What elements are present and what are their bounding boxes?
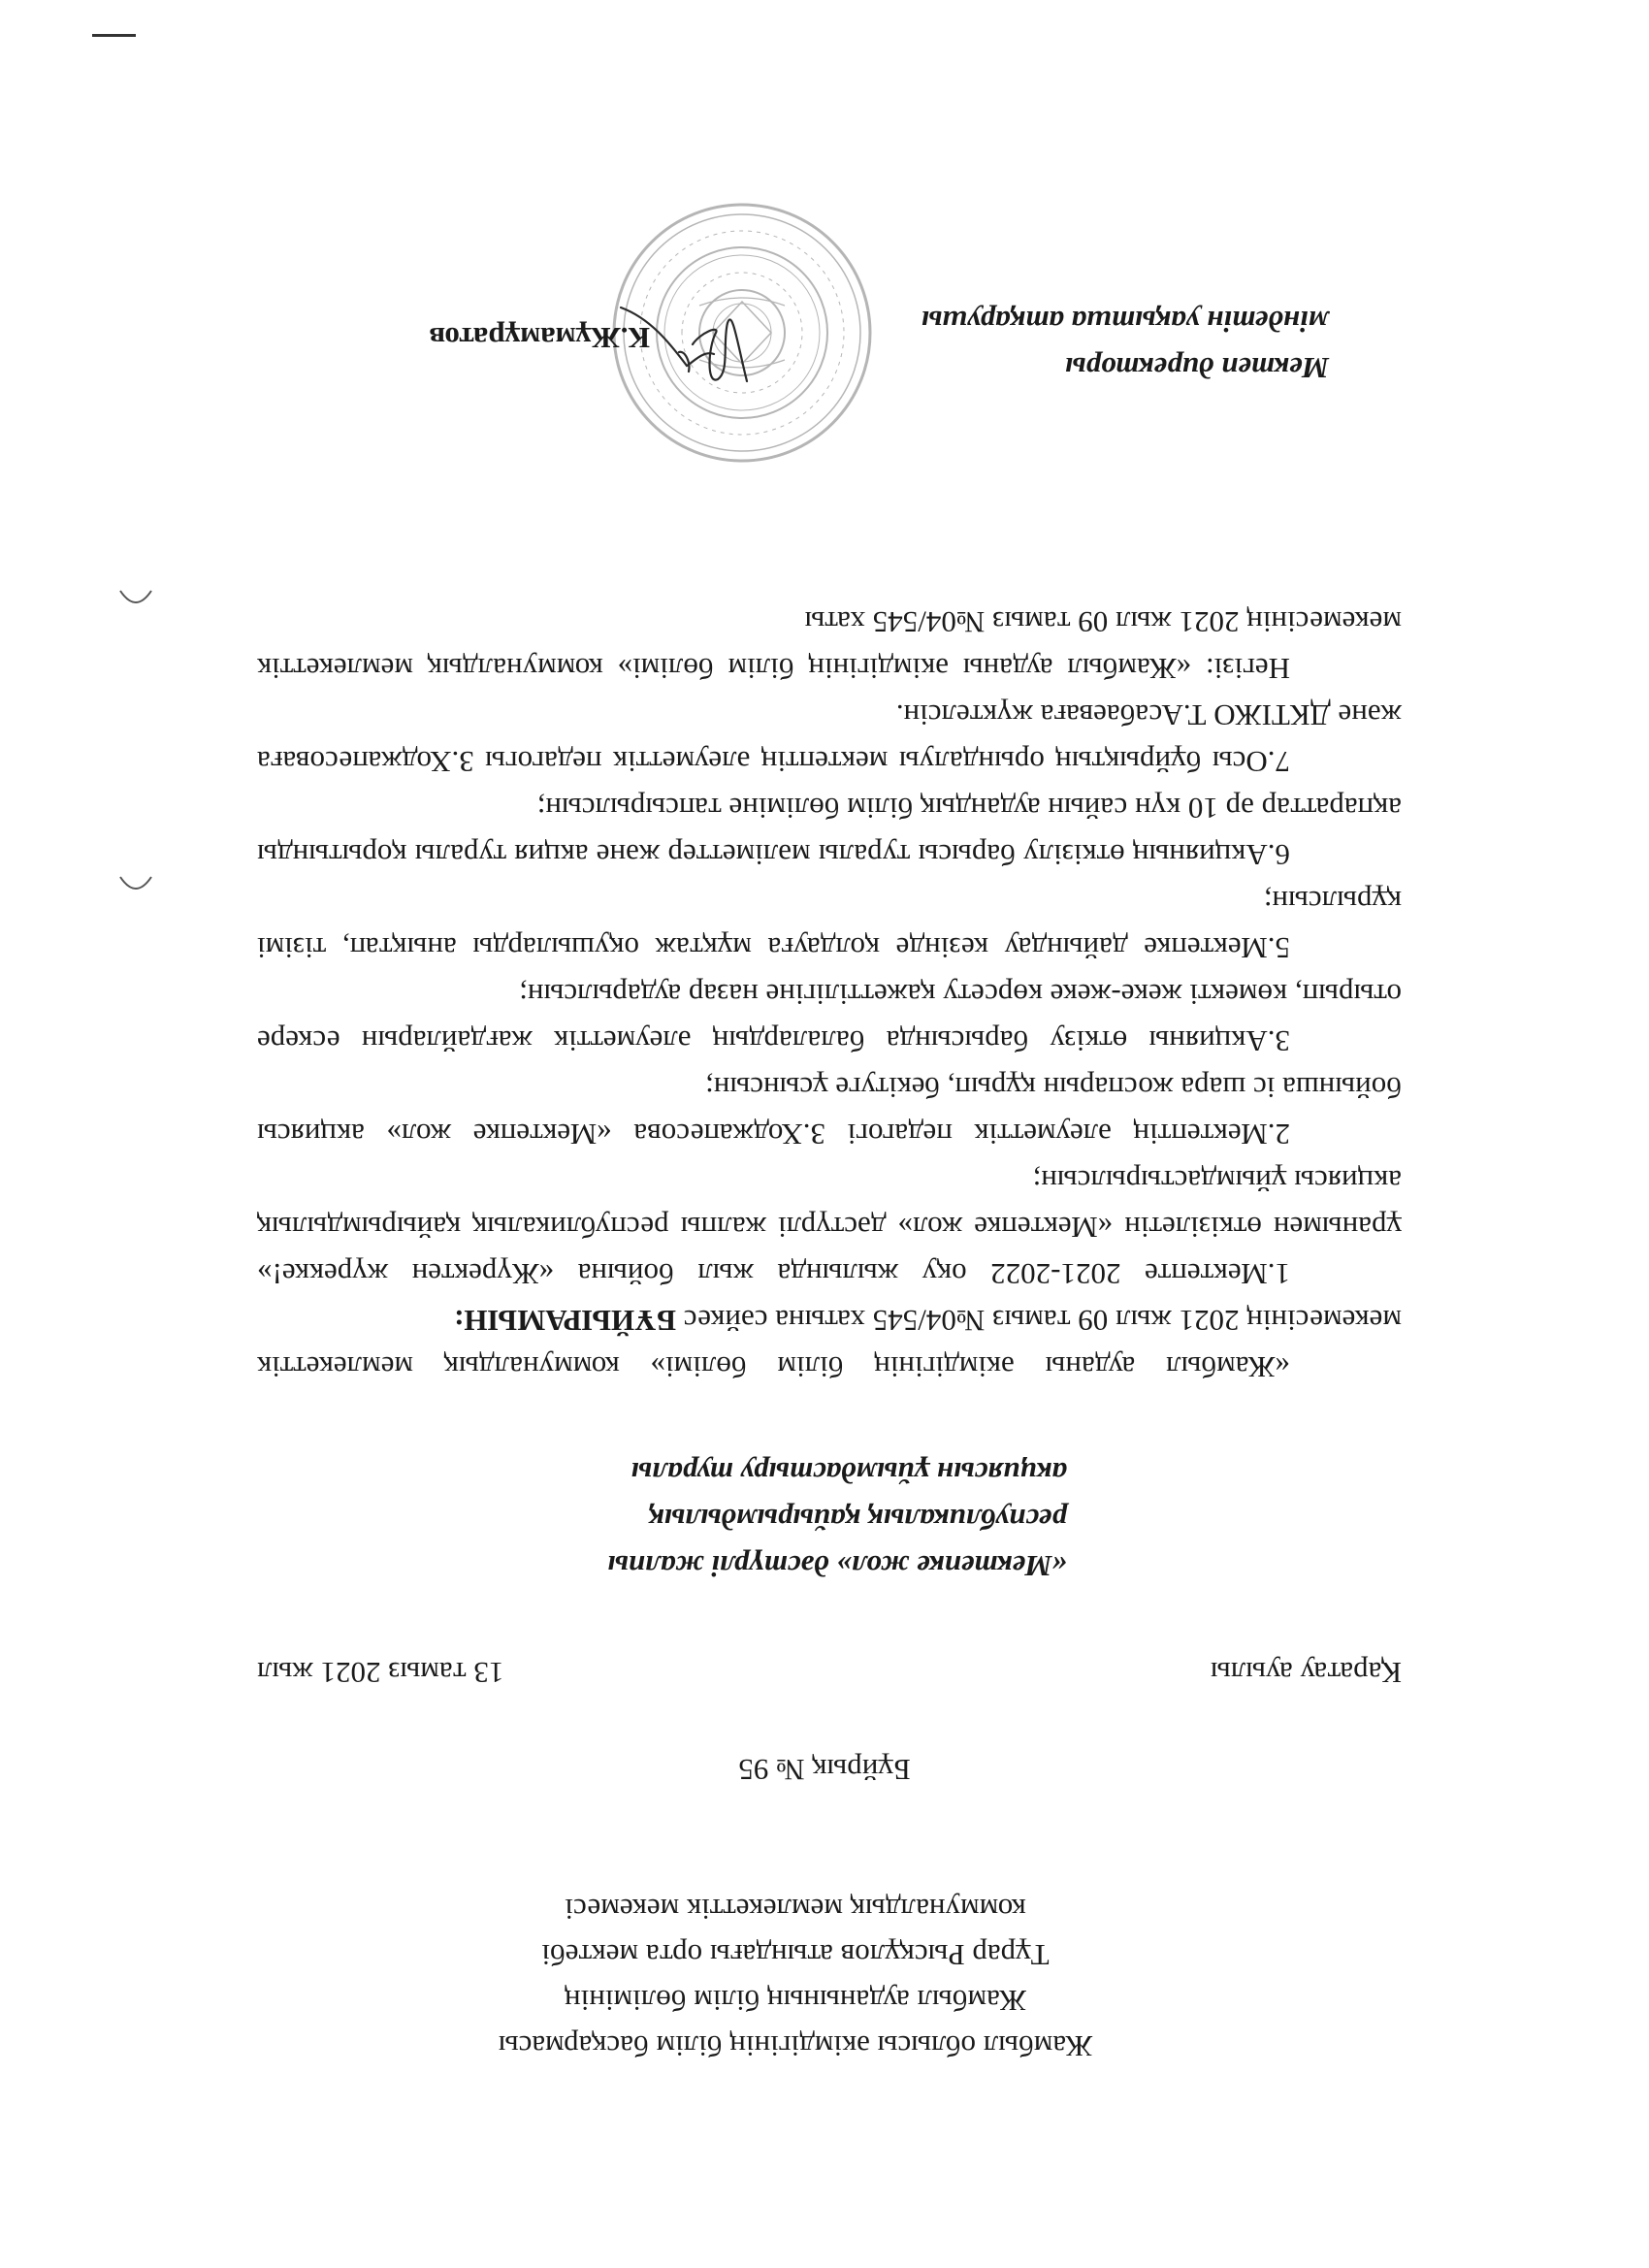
signatory-title-line-2: міндетін уақытша атқарушы bbox=[921, 305, 1329, 339]
order-number: Бұйрық № 95 bbox=[738, 1753, 911, 1787]
header-line-1: Жамбыл облысы әкімдігінің білім басқармасы bbox=[498, 2029, 1093, 2063]
scan-edge-mark bbox=[92, 34, 136, 37]
order-body bbox=[257, 599, 1402, 1390]
item-2: 2.Мектептің әлеуметтік педагогі З.Ходжапесовa «Мектепке жол» акциясы бойынша іс шара жоспарын құрып, бекітуге ұсынсын; bbox=[257, 1071, 1402, 1151]
intro-text: «Жамбыл ауданы әкімдігінің білім бөлімі» коммуналдық мемлекеттік мекемесінің 2021 жыл 09 тамыз №04/545 хатына сәйкес bbox=[257, 1304, 1402, 1384]
hole-punch-mark-bottom bbox=[116, 585, 155, 614]
item-1: 1.Мектепте 2021-2022 оқу жылында жыл бойына «Жүректен жүрекке!» ұранымен өткізілетін «Мектепке жол» дәстүрлі жалпы республикалық қайырымдылық акциясы ұйымдастырылсын; bbox=[257, 1164, 1402, 1291]
item-6: 6.Акцияның өткізілу барысы туралы мәліметтер және акция туралы қорытынды ақпараттар әр 10 күн сайын аудандық білім бөліміне тапсырылсын; bbox=[257, 792, 1402, 872]
signatory-name: К.Жұмамұратов bbox=[429, 321, 650, 355]
hole-punch-mark-top bbox=[116, 871, 155, 900]
title-line-3: акциясын ұйымдастыру туралы bbox=[630, 1456, 1067, 1490]
order-title bbox=[563, 1449, 1067, 1589]
item-7: 7.Осы бұйрықтың орындалуы мектептің әлеуметтік педагогы З.Ходжапесоваға және ДКТІЖО Т.Асабаеваға жүктелсін. bbox=[257, 698, 1402, 779]
title-line-1: «Мектепке жол» дәстүрлі жалпы bbox=[607, 1549, 1067, 1583]
item-5: 5.Мектепке дайындау кезінде қолдауға мұқтаж оқушыларды анықтап, тізімі құрылсын; bbox=[257, 885, 1402, 965]
header-line-2: Жамбыл ауданының білім бөлімінің bbox=[565, 1984, 1026, 2018]
order-date: 13 тамыз 2021 жыл bbox=[257, 1656, 504, 1690]
signatory-title-line-1: Мектеп директоры bbox=[1064, 351, 1329, 385]
header-line-3: Тұрар Рысқұлов атындағы орта мектебі bbox=[541, 1938, 1050, 1972]
title-line-2: республикалық қайырымдылық bbox=[648, 1503, 1067, 1537]
place: Қаратау ауылы bbox=[1210, 1656, 1402, 1690]
intro-paragraph bbox=[257, 1297, 1402, 1390]
item-3: 3.Акцияны өткізу барысында балалардың әлеуметтік жағдайларын ескере отырып, көмекті жеке-жеке көрсету қажеттілігіне назар аударылсын; bbox=[257, 978, 1402, 1058]
signatory-title bbox=[922, 298, 1329, 391]
order-keyword: БҰЙЫРАМЫН: bbox=[454, 1304, 677, 1338]
header-line-4: коммуналдық мемлекеттік мекемесі bbox=[565, 1893, 1026, 1927]
organization-header bbox=[407, 1887, 1183, 2069]
basis-paragraph: Негізі: «Жамбыл ауданы әкімдігінің білім бөлімі» коммуналдық мемлекеттік мекемесінің 2021 жыл 09 тамыз №04/545 хаты bbox=[257, 605, 1402, 686]
